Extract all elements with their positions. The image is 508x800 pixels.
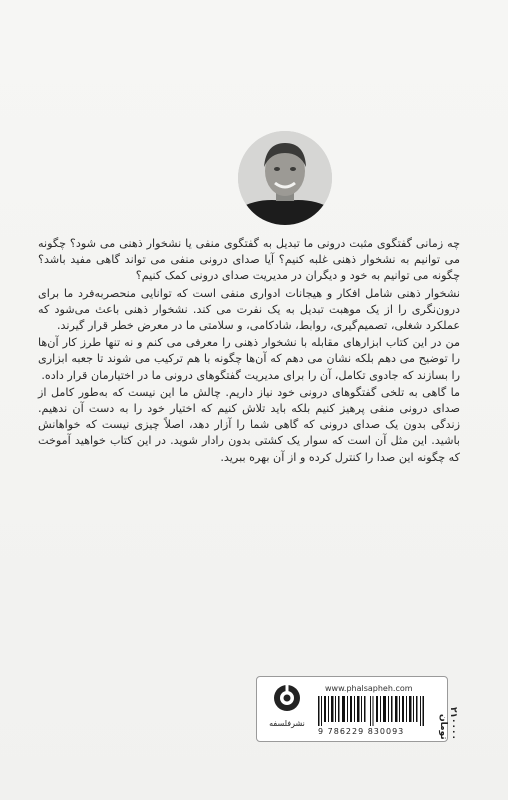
author-photo [238, 131, 332, 225]
publisher-logo-icon [272, 683, 302, 713]
publisher-name: نشرفلسفه [269, 719, 305, 728]
barcode-icon [318, 696, 428, 726]
blurb-paragraph-3: من در این کتاب ابزارهای مقابله با نشخوار ذهنی را معرفی می کنم و نه تنها طرز کار آن‌ها را توضیح می دهم بلکه نشان می دهم که آن‌ها چگونه با هم ترکیب می شوند تا جعبه ابزاری را بسازند که جادوی تکامل، آن را برای مدیریت گفتگوهای درونی ما در اختیارمان قرار داده. [38, 336, 460, 382]
publisher-website: www.phalsapheh.com [325, 684, 413, 693]
blurb-paragraph-4: ما گاهی به تلخی گفتگوهای درونی خود نیاز داریم. چالش ما این نیست که به‌طور کامل از صدای درونی منفی پرهیز کنیم بلکه باید تلاش کنیم که اختیار خود را به دست آن ندهیم. زندگی بدون یک صدای درونی که گاهی شما را آزار دهد، اصلاً چیزی نیست که خواهانش باشید. این مثل آن است که سوار یک کشتی بدون رادار شوید. در این کتاب خواهید آموخت که چگونه این صدا را کنترل کرده و از آن بهره ببرید. [38, 385, 460, 464]
price-label: ۲۱۰۰۰۰ تومان [438, 707, 458, 740]
blurb-paragraph-2: نشخوار ذهنی شامل افکار و هیجانات ادواری منفی است که توانایی منحصربه‌فرد ما برای درون‌نگری را از یک موهبت تبدیل به یک نفرت می کند. نشخوار ذهنی باعث می‌شود که عملکرد شغلی، تصمیم‌گیری، روابط، شادکامی، و سلامتی ما در معرض خطر قرار گیرند. [38, 286, 460, 333]
barcode-digits: 9 786229 830093 [318, 727, 405, 736]
back-cover-blurb [38, 236, 460, 467]
blurb-paragraph-1: چه زمانی گفتگوی مثبت درونی ما تبدیل به گفتگوی منفی یا نشخوار ذهنی می شود؟ چگونه می توانیم به نشخوار ذهنی غلبه کنیم؟ آیا صدای درونی منفی می تواند گاهی مفید باشد؟ چگونه می توانیم به خود و دیگران در مدیریت صدای درونی کمک کنیم؟ [38, 237, 460, 283]
publisher-logo [263, 683, 311, 735]
